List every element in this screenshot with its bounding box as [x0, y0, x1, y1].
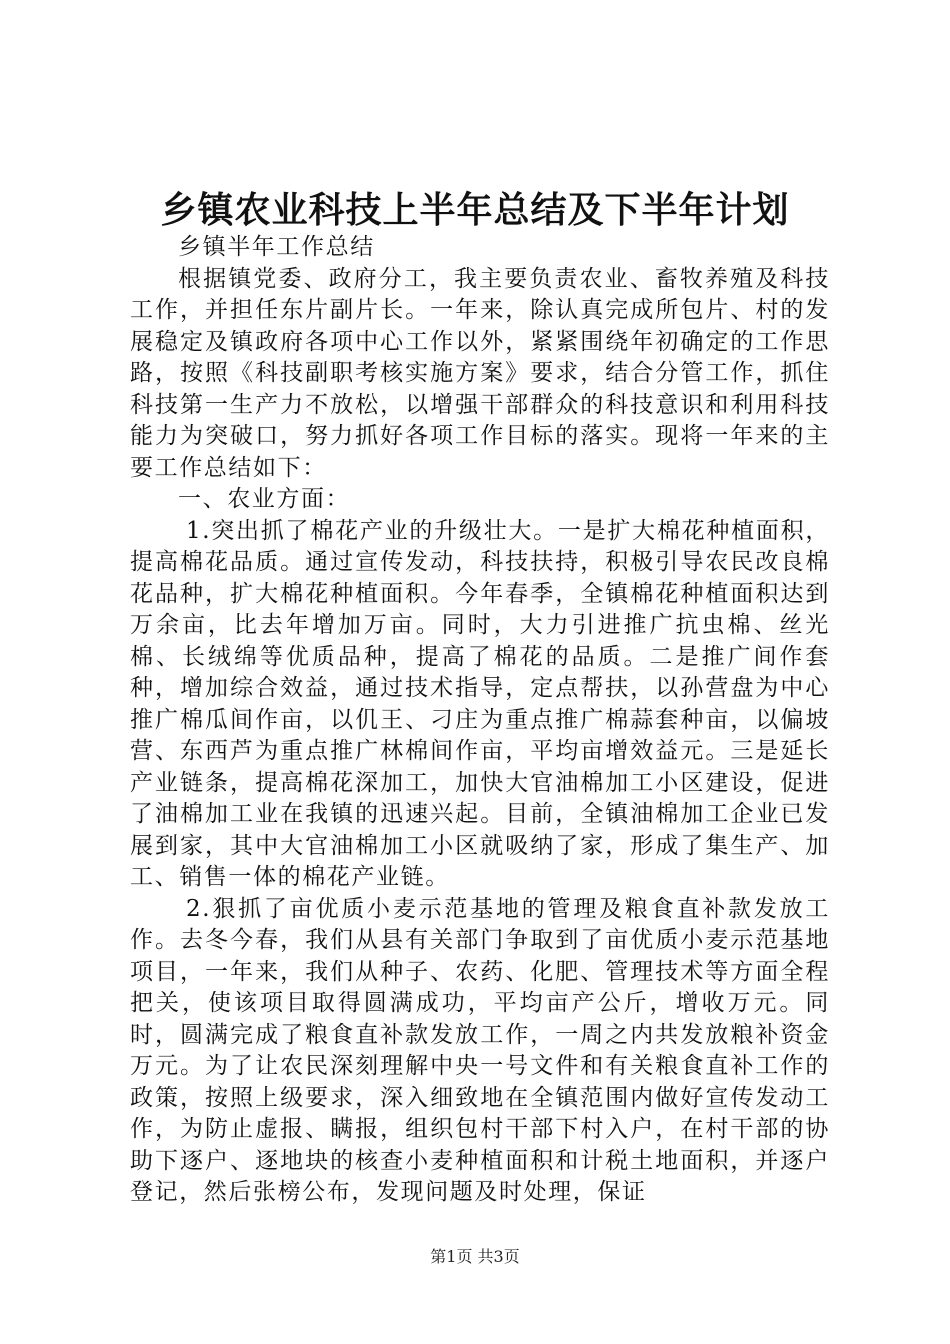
paragraph: 根据镇党委、政府分工，我主要负责农业、畜牧养殖及科技工作，并担任东片副片长。一年来，除认真完成所包片、村的发展稳定及镇政府各项中心工作以外，紧紧围绕年初确定的工作思路，按照《科技副职考核实施方案》要求，结合分管工作，抓住科技第一生产力不放松，以增强干部群众的科技意识和利用科技能力为突破口，努力抓好各项工作目标的落实。现将一年来的主要工作总结如下：	[130, 265, 830, 481]
section-heading: 乡镇半年工作总结	[178, 234, 375, 260]
document-title: 乡镇农业科技上半年总结及下半年计划	[160, 189, 790, 231]
paragraph: 1.突出抓了棉花产业的升级壮大。一是扩大棉花种植面积，提高棉花品质。通过宣传发动，科技扶持，积极引导农民改良棉花品种，扩大棉花种植面积。今年春季，全镇棉花种植面积达到万余亩，比去年增加万亩。同时，大力引进推广抗虫棉、丝光棉、长绒绵等优质品种，提高了棉花的品质。二是推广间作套种，增加综合效益，通过技术指导，定点帮扶，以孙营盘为中心推广棉瓜间作亩，以仉王、刁庄为重点推广棉蒜套种亩，以偏坡营、东西芦为重点推广林棉间作亩，平均亩增效益元。三是延长产业链条，提高棉花深加工，加快大官油棉加工小区建设，促进了油棉加工业在我镇的迅速兴起。目前，全镇油棉加工企业已发展到家，其中大官油棉加工小区就吸纳了家，形成了集生产、加工、销售一体的棉花产业链。	[130, 517, 830, 890]
page-footer: 第1页 共3页	[430, 1247, 520, 1266]
paragraph: 2.狠抓了亩优质小麦示范基地的管理及粮食直补款发放工作。去冬今春，我们从县有关部门争取到了亩优质小麦示范基地项目，一年来，我们从种子、农药、化肥、管理技术等方面全程把关，使该项目取得圆满成功，平均亩产公斤，增收万元。同时，圆满完成了粮食直补款发放工作，一周之内共发放粮补资金万元。为了让农民深刻理解中央一号文件和有关粮食直补工作的政策，按照上级要求，深入细致地在全镇范围内做好宣传发动工作，为防止虚报、瞒报，组织包村干部下村入户，在村干部的协助下逐户、逐地块的核查小麦种植面积和计税土地面积，并逐户登记，然后张榜公布，发现问题及时处理，保证	[130, 895, 830, 1205]
section-heading: 一、农业方面：	[178, 486, 351, 512]
document-body	[130, 232, 830, 1209]
